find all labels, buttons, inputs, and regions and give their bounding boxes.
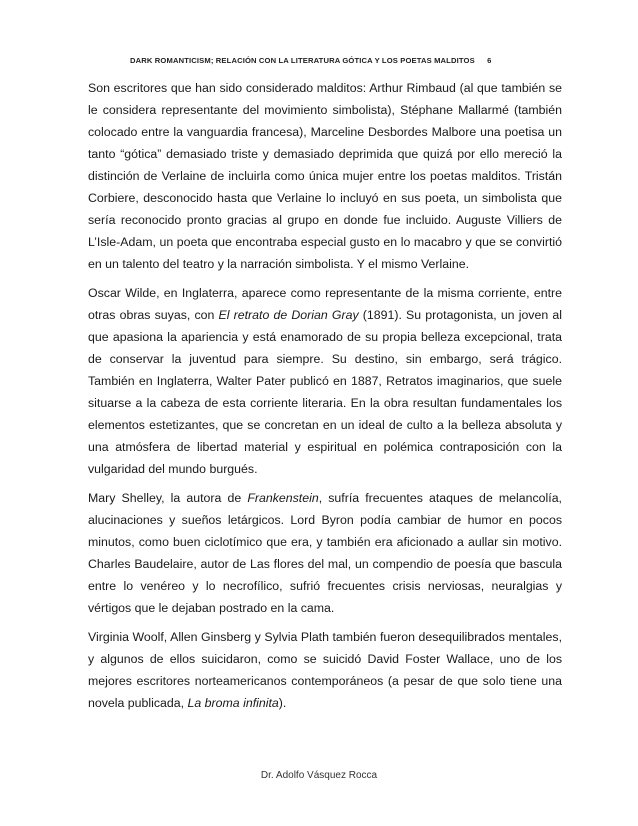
page-number: 6 [487,56,492,65]
running-header [130,56,530,65]
text-segment: Mary Shelley, la autora de [88,491,248,505]
page-footer [0,770,638,781]
text-segment: (1891). Su protagonista, un joven al que apasiona la apariencia y está enamorado de su propia belleza excepcional, trata de conservar la juventud para siempre. Su destino, sin embargo, será trágico. También en Inglaterra, Walter Pater publicó en 1887, Retratos imaginarios, que suele situarse a la cabeza de esta corriente literaria. En la obra resultan fundamentales los elementos estetizantes, que se concretan en un ideal de culto a la belleza absoluta y una atmósfera de libertad material y espiritual en polémica contraposición con la vulgaridad del mundo burgués. [88,308,562,476]
paragraph [88,487,562,619]
book-title: El retrato de Dorian Gray [218,308,359,322]
text-segment: Virginia Woolf, Allen Ginsberg y Sylvia Plath también fueron desequilibrados mentales, y algunos de ellos suicidaron, como se suicidó David Foster Wallace, uno de los mejores escritores norteamericanos contemporáneos (a pesar de que solo tiene una novela publicada, [88,630,562,710]
book-title: Frankenstein [247,491,319,505]
paragraph [88,282,562,480]
text-segment: ). [278,696,287,710]
footer-author: Dr. Adolfo Vásquez Rocca [260,770,378,781]
header-title: DARK ROMANTICISM; RELACIÓN CON LA LITERATURA GÓTICA Y LOS POETAS MALDITOS [130,56,475,65]
book-title: La broma infinita [187,696,279,710]
paragraph [88,626,562,714]
body-text [88,77,562,721]
paragraph [88,77,562,275]
text-segment: Son escritores que han sido considerado malditos: Arthur Rimbaud (al que también se le considera representante del movimiento simbolista), Stéphane Mallarmé (también colocado entre la vanguardia francesa), Marceline Desbordes Malbore una poetisa un tanto “gótica” demasiado triste y demasiado deprimida que quizá por ello mereció la distinción de Verlaine de incluirla como única mujer entre los poetas malditos. Tristán Corbiere, desconocido hasta que Verlaine lo incluyó en sus poeta, un simbolista que sería reconocido pronto gracias al grupo en donde fue incluido. Auguste Villiers de L’Isle-Adam, un poeta que encontraba especial gusto en lo macabro y que se convirtió en un talento del teatro y la narración simbolista. Y el mismo Verlaine. [88,81,562,271]
text-segment: Oscar Wilde, en Inglaterra, aparece como representante de la misma corriente, entre otras obras suyas, con [88,286,562,322]
text-segment: , sufría frecuentes ataques de melancolía, alucinaciones y sueños letárgicos. Lord Byron podía cambiar de humor en pocos minutos, como buen ciclotímico que era, y también era aficionado a aullar sin motivo. Charles Baudelaire, autor de Las flores del mal, un compendio de poesía que bascula entre lo venéreo y lo necrofílico, sufrió frecuentes crisis nerviosas, neuralgias y vértigos que le dejaban postrado en la cama. [88,491,562,615]
